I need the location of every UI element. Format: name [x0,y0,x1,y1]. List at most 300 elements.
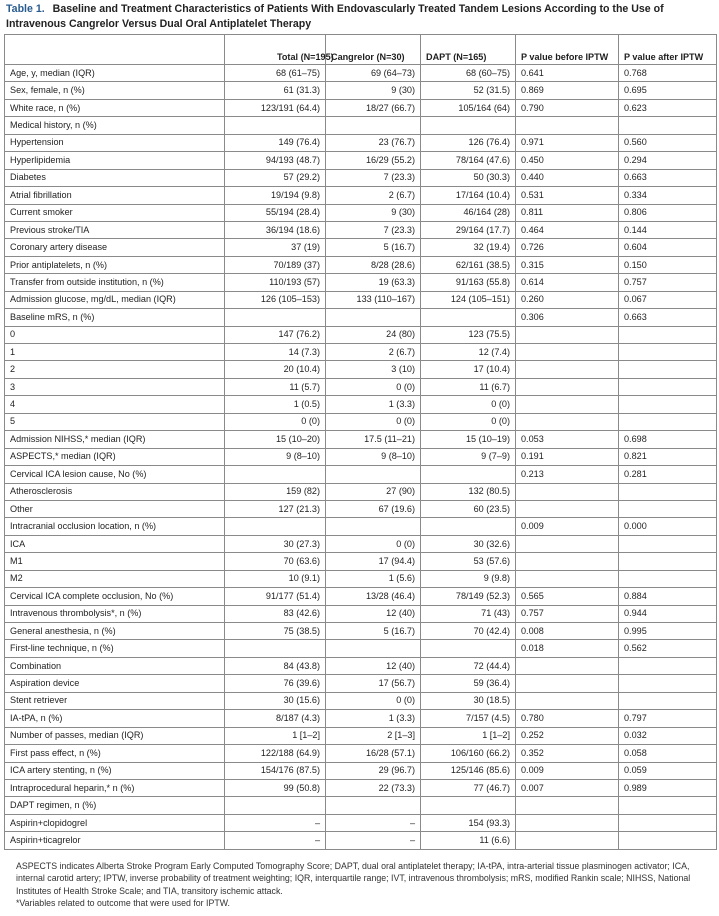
cell-total: 147 (76.2) [225,326,326,343]
cell-cangrelor: 3 (10) [326,361,421,378]
cell-p-after [619,396,717,413]
cell-p-after [619,535,717,552]
cell-dapt: 124 (105–151) [421,291,516,308]
cell-cangrelor: 1 (5.6) [326,570,421,587]
cell-p-before [516,797,619,814]
cell-dapt: 71 (43) [421,605,516,622]
cell-total: 68 (61–75) [225,65,326,82]
table-row [5,832,717,849]
cell-total: 1 (0.5) [225,396,326,413]
table-row [5,99,717,116]
row-label: Number of passes, median (IQR) [5,727,225,744]
cell-p-after: 0.294 [619,152,717,169]
cell-dapt: 59 (36.4) [421,675,516,692]
cell-cangrelor: 16/28 (57.1) [326,745,421,762]
header-p-before: P value before IPTW [516,35,619,65]
cell-dapt: 77 (46.7) [421,779,516,796]
row-label: ICA artery stenting, n (%) [5,762,225,779]
table-row [5,361,717,378]
table-row [5,431,717,448]
cell-total: 76 (39.6) [225,675,326,692]
cell-cangrelor: 67 (19.6) [326,500,421,517]
cell-total: 154/176 (87.5) [225,762,326,779]
cell-dapt: 60 (23.5) [421,500,516,517]
cell-total: 9 (8–10) [225,448,326,465]
cell-p-before: 0.614 [516,274,619,291]
cell-p-before [516,675,619,692]
cell-p-after [619,553,717,570]
cell-cangrelor: 5 (16.7) [326,239,421,256]
cell-p-before: 0.869 [516,82,619,99]
cell-cangrelor: 19 (63.3) [326,274,421,291]
header-dapt: DAPT (N=165) [421,35,516,65]
cell-cangrelor: 23 (76.7) [326,134,421,151]
cell-total: 94/193 (48.7) [225,152,326,169]
table-row [5,221,717,238]
row-label: Cervical ICA lesion cause, No (%) [5,466,225,483]
cell-p-after: 0.698 [619,431,717,448]
row-label: Medical history, n (%) [5,117,225,134]
cell-cangrelor: 24 (80) [326,326,421,343]
cell-total: 55/194 (28.4) [225,204,326,221]
cell-dapt: 106/160 (66.2) [421,745,516,762]
cell-dapt: 0 (0) [421,413,516,430]
cell-cangrelor: 69 (64–73) [326,65,421,82]
cell-dapt: 123 (75.5) [421,326,516,343]
cell-p-before: 0.018 [516,640,619,657]
cell-p-after: 0.604 [619,239,717,256]
cell-p-before [516,553,619,570]
table-row [5,640,717,657]
row-label: 5 [5,413,225,430]
cell-dapt: 125/146 (85.6) [421,762,516,779]
cell-cangrelor: 9 (8–10) [326,448,421,465]
cell-total: 127 (21.3) [225,500,326,517]
row-label: Current smoker [5,204,225,221]
cell-dapt: 17 (10.4) [421,361,516,378]
cell-p-after [619,483,717,500]
cell-dapt: 68 (60–75) [421,65,516,82]
cell-cangrelor: 0 (0) [326,535,421,552]
cell-p-before: 0.790 [516,99,619,116]
cell-cangrelor [326,117,421,134]
cell-cangrelor: 13/28 (46.4) [326,588,421,605]
cell-dapt: 15 (10–19) [421,431,516,448]
cell-dapt: 52 (31.5) [421,82,516,99]
table-number: Table 1. [6,3,45,15]
cell-cangrelor: 7 (23.3) [326,169,421,186]
row-label: Diabetes [5,169,225,186]
table-row [5,483,717,500]
cell-cangrelor: 0 (0) [326,378,421,395]
cell-total [225,309,326,326]
cell-dapt: 72 (44.4) [421,657,516,674]
table-row [5,466,717,483]
row-label: White race, n (%) [5,99,225,116]
cell-total: 0 (0) [225,413,326,430]
table-row [5,344,717,361]
cell-p-before: 0.780 [516,710,619,727]
cell-cangrelor: 1 (3.3) [326,396,421,413]
cell-p-before: 0.007 [516,779,619,796]
row-label: Admission glucose, mg/dL, median (IQR) [5,291,225,308]
cell-p-after [619,361,717,378]
cell-p-before [516,483,619,500]
cell-total: 1 [1–2] [225,727,326,744]
row-label: M1 [5,553,225,570]
cell-p-before: 0.053 [516,431,619,448]
cell-total: 11 (5.7) [225,378,326,395]
table-row [5,326,717,343]
cell-total: 8/187 (4.3) [225,710,326,727]
cell-dapt: 62/161 (38.5) [421,256,516,273]
row-label: IA-tPA, n (%) [5,710,225,727]
cell-cangrelor: 0 (0) [326,413,421,430]
cell-p-before: 0.008 [516,623,619,640]
row-label: 2 [5,361,225,378]
cell-total: 149 (76.4) [225,134,326,151]
cell-cangrelor: 29 (96.7) [326,762,421,779]
cell-dapt: 46/164 (28) [421,204,516,221]
cell-p-after [619,832,717,849]
cell-p-before [516,570,619,587]
cell-dapt: 91/163 (55.8) [421,274,516,291]
cell-p-after: 0.797 [619,710,717,727]
cell-p-before: 0.464 [516,221,619,238]
cell-p-after [619,378,717,395]
cell-p-after: 0.059 [619,762,717,779]
row-label: Hypertension [5,134,225,151]
table-row [5,396,717,413]
cell-dapt: 70 (42.4) [421,623,516,640]
cell-p-after: 0.150 [619,256,717,273]
cell-cangrelor: 17 (56.7) [326,675,421,692]
table-row [5,204,717,221]
table-row [5,291,717,308]
cell-p-before [516,692,619,709]
cell-p-after [619,814,717,831]
cell-dapt: 30 (18.5) [421,692,516,709]
cell-dapt: 132 (80.5) [421,483,516,500]
cell-dapt: 78/149 (52.3) [421,588,516,605]
row-label: Prior antiplatelets, n (%) [5,256,225,273]
cell-total: 99 (50.8) [225,779,326,796]
table-title: Baseline and Treatment Characteristics of Patients With Endovascularly Treated Tandem Lesions According to the Use of Intravenous Cangrelor Versus Dual Oral Antiplatelet Therapy [6,3,664,30]
cell-p-before [516,814,619,831]
cell-p-after: 0.334 [619,187,717,204]
cell-total: 110/193 (57) [225,274,326,291]
cell-dapt: 9 (7–9) [421,448,516,465]
cell-total: 159 (82) [225,483,326,500]
row-label: First-line technique, n (%) [5,640,225,657]
cell-dapt: 0 (0) [421,396,516,413]
row-label: Stent retriever [5,692,225,709]
cell-p-after [619,117,717,134]
cell-p-after [619,797,717,814]
characteristics-table [4,34,717,850]
cell-p-after [619,413,717,430]
cell-dapt: 30 (32.6) [421,535,516,552]
row-label: Intracranial occlusion location, n (%) [5,518,225,535]
cell-cangrelor: – [326,814,421,831]
row-label: DAPT regimen, n (%) [5,797,225,814]
cell-p-after [619,500,717,517]
row-label: Cervical ICA complete occlusion, No (%) [5,588,225,605]
row-label: 3 [5,378,225,395]
header-p-after: P value after IPTW [619,35,717,65]
table-row [5,588,717,605]
cell-p-after: 0.562 [619,640,717,657]
cell-p-after [619,657,717,674]
cell-dapt: 11 (6.6) [421,832,516,849]
cell-total: 122/188 (64.9) [225,745,326,762]
cell-cangrelor: 18/27 (66.7) [326,99,421,116]
table-row [5,797,717,814]
table-row [5,448,717,465]
cell-p-after: 0.806 [619,204,717,221]
cell-cangrelor: 2 (6.7) [326,187,421,204]
cell-p-after: 0.560 [619,134,717,151]
cell-cangrelor: 9 (30) [326,204,421,221]
cell-dapt: 78/164 (47.6) [421,152,516,169]
cell-p-after: 0.623 [619,99,717,116]
cell-cangrelor: 17 (94.4) [326,553,421,570]
cell-p-before: 0.450 [516,152,619,169]
cell-p-after: 0.821 [619,448,717,465]
cell-dapt: 9 (9.8) [421,570,516,587]
row-label: Atrial fibrillation [5,187,225,204]
table-row [5,117,717,134]
row-label: Aspiration device [5,675,225,692]
cell-cangrelor: 22 (73.3) [326,779,421,796]
cell-p-after [619,326,717,343]
cell-p-after: 0.032 [619,727,717,744]
cell-dapt [421,640,516,657]
cell-dapt [421,117,516,134]
ipt-footnote: *Variables related to outcome that were used for IPTW. [16,897,230,908]
cell-p-after [619,570,717,587]
cell-p-before [516,396,619,413]
cell-total: 70/189 (37) [225,256,326,273]
cell-p-before: 0.009 [516,518,619,535]
cell-cangrelor: 2 (6.7) [326,344,421,361]
cell-dapt [421,466,516,483]
cell-p-after: 0.757 [619,274,717,291]
cell-total: 14 (7.3) [225,344,326,361]
cell-cangrelor: 2 [1–3] [326,727,421,744]
table-row [5,187,717,204]
row-label: First pass effect, n (%) [5,745,225,762]
cell-p-before [516,361,619,378]
cell-total [225,797,326,814]
table-row [5,745,717,762]
row-label: Intraprocedural heparin,* n (%) [5,779,225,796]
cell-cangrelor: 16/29 (55.2) [326,152,421,169]
cell-total: 123/191 (64.4) [225,99,326,116]
header-characteristic [5,35,225,65]
table-row [5,710,717,727]
table-row [5,309,717,326]
row-label: 4 [5,396,225,413]
table-row [5,82,717,99]
cell-cangrelor: 7 (23.3) [326,221,421,238]
row-label: 0 [5,326,225,343]
cell-p-after: 0.695 [619,82,717,99]
cell-total: 30 (27.3) [225,535,326,552]
cell-cangrelor [326,640,421,657]
table-row [5,727,717,744]
cell-dapt: 7/157 (4.5) [421,710,516,727]
cell-cangrelor [326,309,421,326]
cell-dapt: 32 (19.4) [421,239,516,256]
cell-dapt: 105/164 (64) [421,99,516,116]
cell-p-before [516,500,619,517]
cell-p-before: 0.352 [516,745,619,762]
cell-total: 37 (19) [225,239,326,256]
cell-total: 70 (63.6) [225,553,326,570]
cell-p-after: 0.884 [619,588,717,605]
cell-p-before: 0.252 [516,727,619,744]
cell-p-before: 0.009 [516,762,619,779]
table-row [5,570,717,587]
row-label: Baseline mRS, n (%) [5,309,225,326]
row-label: Age, y, median (IQR) [5,65,225,82]
cell-total: 10 (9.1) [225,570,326,587]
cell-p-before: 0.811 [516,204,619,221]
cell-p-before [516,657,619,674]
cell-cangrelor: 133 (110–167) [326,291,421,308]
cell-total: 36/194 (18.6) [225,221,326,238]
table-row [5,169,717,186]
cell-dapt: 17/164 (10.4) [421,187,516,204]
cell-total: 84 (43.8) [225,657,326,674]
cell-cangrelor: 17.5 (11–21) [326,431,421,448]
table-row [5,256,717,273]
row-label: Sex, female, n (%) [5,82,225,99]
cell-total: 91/177 (51.4) [225,588,326,605]
table-row [5,762,717,779]
cell-cangrelor [326,518,421,535]
row-label: Combination [5,657,225,674]
table-row [5,814,717,831]
cell-p-before [516,378,619,395]
row-label: Aspirin+ticagrelor [5,832,225,849]
cell-p-after: 0.058 [619,745,717,762]
cell-total [225,518,326,535]
cell-p-after [619,692,717,709]
cell-p-before: 0.565 [516,588,619,605]
cell-dapt [421,309,516,326]
row-label: Previous stroke/TIA [5,221,225,238]
row-label: Other [5,500,225,517]
cell-total: – [225,832,326,849]
row-label: ICA [5,535,225,552]
cell-p-after: 0.944 [619,605,717,622]
cell-p-before: 0.306 [516,309,619,326]
cell-dapt [421,518,516,535]
table-row [5,413,717,430]
header-cangrelor: Cangrelor (N=30) [326,35,421,65]
cell-cangrelor: 5 (16.7) [326,623,421,640]
row-label: Transfer from outside institution, n (%) [5,274,225,291]
row-label: M2 [5,570,225,587]
cell-cangrelor: 0 (0) [326,692,421,709]
table-row [5,239,717,256]
cell-dapt: 53 (57.6) [421,553,516,570]
cell-p-before: 0.971 [516,134,619,151]
cell-cangrelor [326,466,421,483]
cell-p-after: 0.281 [619,466,717,483]
cell-dapt: 29/164 (17.7) [421,221,516,238]
cell-cangrelor: 12 (40) [326,605,421,622]
cell-total [225,466,326,483]
table-row [5,675,717,692]
abbreviations-note: ASPECTS indicates Alberta Stroke Program Early Computed Tomography Score; DAPT, dual oral antiplatelet therapy; IA-tPA, intra-arterial tissue plasminogen activator; ICA, internal carotid artery; IPTW, inverse probability of treatment weighting; IQR, interquartile range; IVT, intravenous thrombolysis; mRS, modified Rankin scale; NIHSS, National Institutes of Health Stroke Scale; and TIA, transitory ischemic attack. [16,861,691,896]
row-label: Admission NIHSS,* median (IQR) [5,431,225,448]
cell-total: – [225,814,326,831]
cell-p-before [516,832,619,849]
row-label: Coronary artery disease [5,239,225,256]
cell-p-after: 0.000 [619,518,717,535]
cell-p-after: 0.768 [619,65,717,82]
cell-p-before: 0.440 [516,169,619,186]
cell-p-before [516,117,619,134]
row-label: ASPECTS,* median (IQR) [5,448,225,465]
cell-cangrelor: 1 (3.3) [326,710,421,727]
cell-dapt: 1 [1–2] [421,727,516,744]
row-label: 1 [5,344,225,361]
cell-p-before: 0.531 [516,187,619,204]
cell-total: 75 (38.5) [225,623,326,640]
cell-total: 126 (105–153) [225,291,326,308]
table-row [5,692,717,709]
cell-p-before: 0.213 [516,466,619,483]
cell-p-before: 0.315 [516,256,619,273]
cell-dapt: 11 (6.7) [421,378,516,395]
cell-p-before [516,326,619,343]
row-label: General anesthesia, n (%) [5,623,225,640]
cell-p-after: 0.663 [619,169,717,186]
cell-cangrelor: 12 (40) [326,657,421,674]
cell-p-before: 0.641 [516,65,619,82]
row-label: Aspirin+clopidogrel [5,814,225,831]
table-row [5,535,717,552]
cell-total [225,117,326,134]
cell-p-after: 0.144 [619,221,717,238]
cell-total: 61 (31.3) [225,82,326,99]
table-notes [16,860,712,909]
cell-total: 20 (10.4) [225,361,326,378]
cell-dapt: 126 (76.4) [421,134,516,151]
cell-total: 57 (29.2) [225,169,326,186]
cell-cangrelor: 8/28 (28.6) [326,256,421,273]
cell-total: 83 (42.6) [225,605,326,622]
row-label: Hyperlipidemia [5,152,225,169]
cell-total [225,640,326,657]
cell-dapt [421,797,516,814]
table-row [5,134,717,151]
header-row [5,35,717,65]
table-row [5,65,717,82]
row-label: Intravenous thrombolysis*, n (%) [5,605,225,622]
table-row [5,274,717,291]
table-row [5,657,717,674]
row-label: Atherosclerosis [5,483,225,500]
table-row [5,378,717,395]
header-total: Total (N=195) [225,35,326,65]
cell-dapt: 50 (30.3) [421,169,516,186]
cell-p-before: 0.260 [516,291,619,308]
